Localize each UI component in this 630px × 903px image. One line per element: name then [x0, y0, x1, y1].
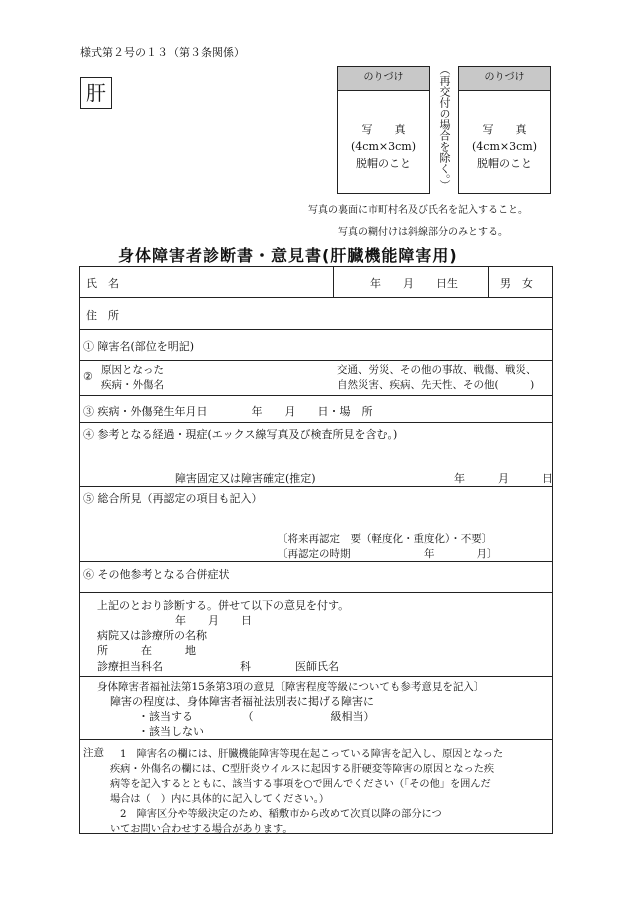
- opinion-not-applicable[interactable]: ・該当しない: [138, 725, 204, 738]
- cause-label-2: 疾病・外傷名: [101, 379, 164, 391]
- diagnosis-date: 年 月 日: [175, 614, 252, 627]
- glue-area-left: のりづけ: [338, 67, 429, 91]
- cause-options-1[interactable]: 交通、労災、その他の事故、戦傷、戦災、: [337, 364, 537, 376]
- note-2-line-2: いてお問い合わせする場合があります。: [110, 824, 293, 835]
- fixed-date-value: 年 月 日: [454, 472, 553, 485]
- photo-note-2: 写真の糊付けは斜線部分のみとする。: [338, 227, 508, 238]
- address-label: 住 所: [86, 309, 119, 322]
- glue-area-right: のりづけ: [459, 67, 550, 91]
- divider: [79, 297, 553, 298]
- reissue-note: （再交付の場合を除く。）: [438, 64, 451, 191]
- divider: [79, 592, 553, 593]
- note-2-line-1: 2 障害区分や等級決定のため、稲敷市から改めて次頁以降の部分につ: [120, 809, 442, 820]
- cause-options-2[interactable]: 自然災害、疾病、先天性、その他( ): [337, 379, 535, 391]
- divider: [79, 422, 553, 423]
- reassessment-timing: 〔再認定の時期 年 月〕: [277, 548, 498, 560]
- dob-label: 年 月 日生: [370, 277, 458, 290]
- note-1-line-4: 場合は（ ）内に具体的に記入してください。）: [110, 794, 330, 805]
- opinion-heading: 身体障害者福祉法第15条第3項の意見〔障害程度等級についても参考意見を記入〕: [97, 681, 485, 693]
- photo-right-line1: 写 真: [482, 123, 527, 136]
- note-1-line-2: 疾病・外傷名の欄には、C型肝炎ウイルスに起因する肝硬変等障害の原因となった疾: [110, 764, 495, 775]
- photo-right-line3: 脱帽のこと: [477, 157, 532, 170]
- complications-label: ⑥ その他参考となる合併症状: [83, 568, 230, 581]
- overall-findings-label: ⑤ 総合所見（再認定の項目も記入）: [83, 492, 263, 505]
- divider: [79, 561, 553, 562]
- divider: [79, 329, 553, 330]
- history-label: ④ 参考となる経過・現症(エックス線写真及び検査所見を含む。): [83, 428, 398, 441]
- divider: [79, 360, 553, 361]
- location-label: 所 在 地: [97, 644, 196, 657]
- page-title: 身体障害者診断書・意見書(肝臓機能障害用): [118, 246, 458, 265]
- kan-label: 肝: [80, 77, 112, 109]
- photo-box-left: [337, 66, 430, 194]
- notes-label: 注意: [83, 747, 104, 759]
- opinion-applicable[interactable]: ・該当する （ 級相当）: [138, 710, 375, 723]
- photo-left-line1: 写 真: [361, 123, 406, 136]
- fixed-date-label: 障害固定又は障害確定(推定): [175, 472, 316, 485]
- photo-note-1: 写真の裏面に市町村名及び氏名を記入すること。: [308, 205, 528, 216]
- photo-box-right: [458, 66, 551, 194]
- onset-date-label: ③ 疾病・外傷発生年月日 年 月 日・場 所: [83, 405, 373, 418]
- doctor-label: 診療担当科名 科 医師氏名: [97, 660, 339, 673]
- photo-right-line2: (4cm×3cm): [472, 140, 537, 153]
- divider: [333, 266, 334, 297]
- photo-left-line2: (4cm×3cm): [351, 140, 416, 153]
- reassessment-need[interactable]: 〔将来再認定 要（軽度化・重度化）・不要〕: [277, 533, 493, 545]
- note-1-line-3: 病等を記入するとともに、該当する事項を○で囲んでください（「その他」を囲んだ: [110, 779, 491, 790]
- divider: [488, 266, 489, 297]
- diagnosis-statement: 上記のとおり診断する。併せて以下の意見を付す。: [97, 599, 350, 612]
- note-1-line-1: 1 障害名の欄には、肝臓機能障害等現在起こっている障害を記入し、原因となった: [120, 749, 504, 760]
- divider: [79, 676, 553, 677]
- name-label: 氏 名: [86, 277, 119, 290]
- cause-label-1: 原因となった: [101, 364, 164, 376]
- divider: [79, 739, 553, 740]
- hospital-name-label: 病院又は診療所の名称: [97, 629, 207, 642]
- divider: [79, 395, 553, 396]
- opinion-statement: 障害の程度は、身体障害者福祉法別表に掲げる障害に: [110, 695, 374, 708]
- divider: [79, 486, 553, 487]
- gender-label[interactable]: 男 女: [500, 277, 533, 290]
- disability-name-label: ① 障害名(部位を明記): [83, 340, 195, 353]
- photo-left-line3: 脱帽のこと: [356, 157, 411, 170]
- form-number: 様式第２号の１３（第３条関係）: [80, 46, 245, 59]
- cause-number: ②: [83, 370, 93, 383]
